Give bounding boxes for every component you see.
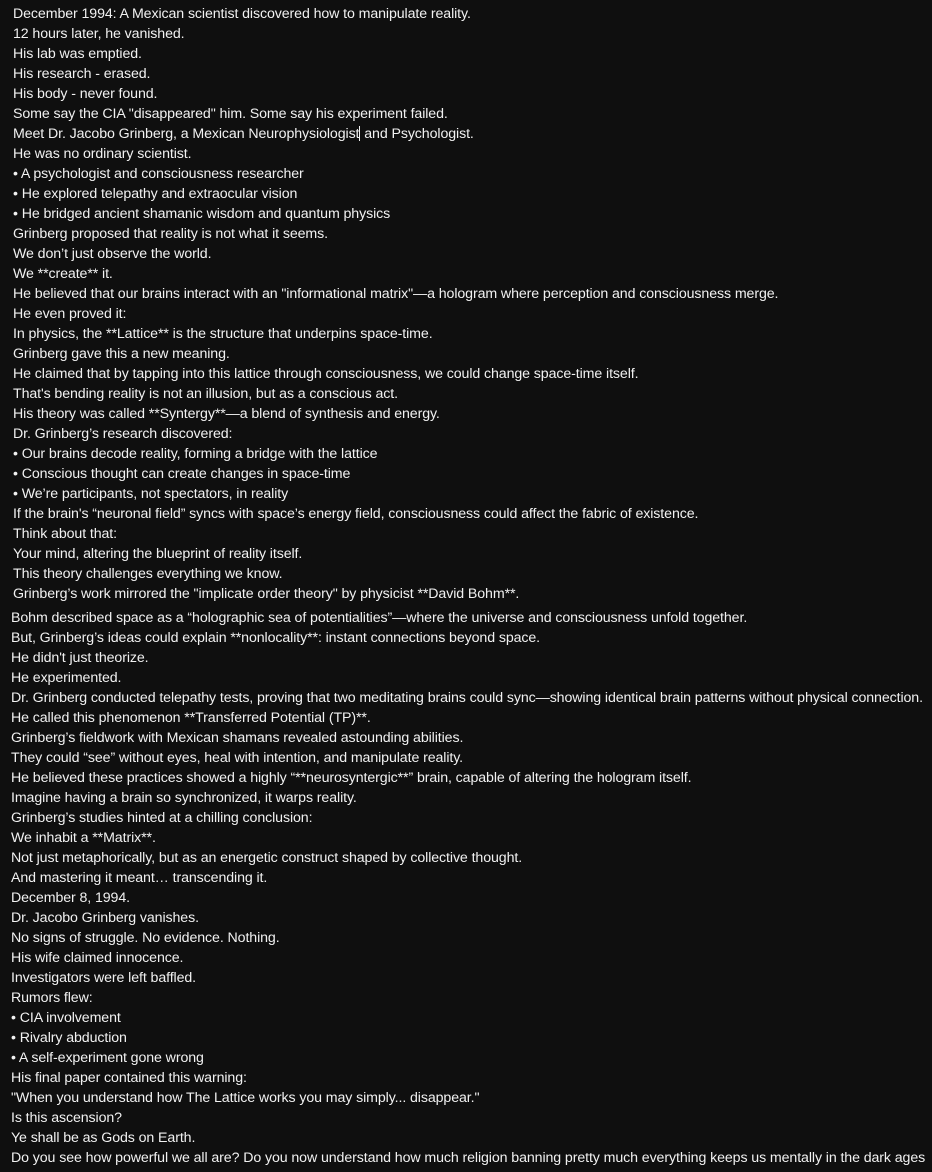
text-line: Investigators were left baffled. [11, 970, 197, 986]
text-line: Dr. Grinberg’s research discovered: [13, 426, 233, 442]
text-line: Grinberg proposed that reality is not what it seems. [13, 226, 328, 242]
text-line: And mastering it meant… transcending it. [11, 870, 268, 886]
post-text-block-upper [0, 4, 932, 604]
text-line: • A self-experiment gone wrong [11, 1050, 204, 1066]
text-line: That's bending reality is not an illusion, but as a conscious act. [13, 386, 398, 402]
text-line: Imagine having a brain so synchronized, it warps reality. [11, 790, 357, 806]
text-line: Ye shall be as Gods on Earth. [11, 1130, 196, 1146]
text-line: He was no ordinary scientist. [13, 146, 192, 162]
text-line: They could “see” without eyes, heal with intention, and manipulate reality. [11, 750, 464, 766]
text-line: • He explored telepathy and extraocular vision [13, 186, 298, 202]
text-line: We **create** it. [13, 266, 113, 282]
text-line: Some say the CIA "disappeared" him. Some say his experiment failed. [13, 106, 448, 122]
text-line: Is this ascension? [11, 1110, 122, 1126]
text-line: This theory challenges everything we know. [13, 566, 283, 582]
post-text-block-lower [0, 608, 932, 1168]
text-line: We inhabit a **Matrix**. [11, 830, 156, 846]
text-line: Do you see how powerful we all are? Do you now understand how much religion banning pretty much everything keeps us mentally in the dark ages [11, 1150, 926, 1166]
text-line: Not just metaphorically, but as an energetic construct shaped by collective thought. [11, 850, 523, 866]
text-line: "When you understand how The Lattice works you may simply... disappear." [11, 1090, 480, 1106]
text-line: December 8, 1994. [11, 890, 130, 906]
text-line: Think about that: [13, 526, 117, 542]
text-line: His body - never found. [13, 86, 158, 102]
text-line [13, 124, 932, 144]
text-line: In physics, the **Lattice** is the structure that underpins space-time. [13, 326, 433, 342]
text-line: If the brain's “neuronal field” syncs with space’s energy field, consciousness could affect the fabric of existence. [13, 506, 699, 522]
text-line: His lab was emptied. [13, 46, 142, 62]
text-line-segment: Meet Dr. Jacobo Grinberg, a Mexican Neurophysiologist [13, 126, 360, 142]
text-line: Grinberg gave this a new meaning. [13, 346, 230, 362]
text-line: • CIA involvement [11, 1010, 121, 1026]
text-line: We don’t just observe the world. [13, 246, 212, 262]
text-line: Your mind, altering the blueprint of reality itself. [13, 546, 303, 562]
text-line: His theory was called **Syntergy**—a blend of synthesis and energy. [13, 406, 440, 422]
text-line: He believed these practices showed a highly “**neurosyntergic**” brain, capable of altering the hologram itself. [11, 770, 692, 786]
text-line: He called this phenomenon **Transferred Potential (TP)**. [11, 710, 371, 726]
text-line: His final paper contained this warning: [11, 1070, 247, 1086]
text-line: • We’re participants, not spectators, in reality [13, 486, 289, 502]
text-line: • He bridged ancient shamanic wisdom and quantum physics [13, 206, 391, 222]
text-line: • Conscious thought can create changes in space-time [13, 466, 351, 482]
text-line: December 1994: A Mexican scientist discovered how to manipulate reality. [13, 6, 471, 22]
text-line: He didn't just theorize. [11, 650, 149, 666]
text-line: Grinberg’s work mirrored the "implicate order theory" by physicist **David Bohm**. [13, 586, 520, 602]
text-line: He even proved it: [13, 306, 127, 322]
text-line: Grinberg’s studies hinted at a chilling conclusion: [11, 810, 313, 826]
text-line: Grinberg’s fieldwork with Mexican shamans revealed astounding abilities. [11, 730, 464, 746]
text-line: He claimed that by tapping into this lattice through consciousness, we could change space-time itself. [13, 366, 639, 382]
text-line: • Our brains decode reality, forming a bridge with the lattice [13, 446, 378, 462]
text-line: But, Grinberg’s ideas could explain **nonlocality**: instant connections beyond space. [11, 630, 541, 646]
text-line: • Rivalry abduction [11, 1030, 127, 1046]
text-line: He believed that our brains interact with an "informational matrix"—a hologram where perception and consciousness merge. [13, 286, 779, 302]
text-line: Rumors flew: [11, 990, 93, 1006]
text-line: Dr. Jacobo Grinberg vanishes. [11, 910, 199, 926]
text-line: • A psychologist and consciousness researcher [13, 166, 304, 182]
text-line: His wife claimed innocence. [11, 950, 184, 966]
text-line: He experimented. [11, 670, 122, 686]
text-line-segment: and Psychologist. [360, 126, 474, 142]
text-line: 12 hours later, he vanished. [13, 26, 185, 42]
text-line: No signs of struggle. No evidence. Nothing. [11, 930, 280, 946]
text-line: His research - erased. [13, 66, 151, 82]
text-line: Bohm described space as a “holographic sea of potentialities”—where the universe and consciousness unfold together. [11, 610, 748, 626]
text-line: Dr. Grinberg conducted telepathy tests, proving that two meditating brains could sync—showing identical brain patterns without physical connection. [11, 690, 923, 706]
